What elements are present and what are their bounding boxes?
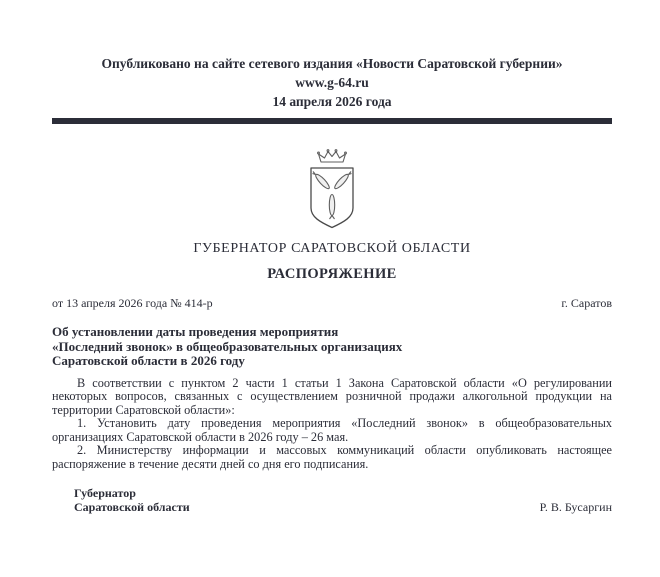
publication-date: 14 апреля 2026 года <box>272 94 392 109</box>
body-paragraph-item-1: 1. Установить дату проведения мероприятия «Последний звонок» в общеобразовательных организациях Саратовской области в 2026 году – 26 мая. <box>52 416 612 444</box>
date-number-row <box>52 296 612 310</box>
subject-line: Саратовской области в 2026 году <box>52 353 245 368</box>
signatory-position-line: Саратовской области <box>74 499 190 514</box>
signatory-position <box>52 486 190 514</box>
document-date-number: от 13 апреля 2026 года № 414-р <box>52 296 213 310</box>
subject-line: «Последний звонок» в общеобразовательных организациях <box>52 338 403 354</box>
saratov-coat-of-arms-icon <box>301 149 363 231</box>
emblem-container <box>52 149 612 231</box>
signatory-position-line: Губернатор <box>74 485 136 500</box>
signatory-name: Р. В. Бусаргин <box>539 499 612 514</box>
document-subject <box>52 325 612 369</box>
document-type-title: РАСПОРЯЖЕНИЕ <box>267 266 397 282</box>
publication-site-url: www.g-64.ru <box>295 75 369 90</box>
subject-line: Об установлении даты проведения мероприятия <box>52 324 339 339</box>
document-body <box>52 377 612 472</box>
issuing-authority-title: ГУБЕРНАТОР САРАТОВСКОЙ ОБЛАСТИ <box>193 241 471 256</box>
body-paragraph-item-2: 2. Министерству информации и массовых коммуникаций области опубликовать настоящее распоряжение в течение десяти дней со дня его подписания. <box>52 443 612 472</box>
signature-block <box>52 486 612 514</box>
publication-source-line: Опубликовано на сайте сетевого издания «Новости Саратовской губернии» <box>101 56 563 71</box>
body-paragraph-preamble: В соответствии с пунктом 2 части 1 статьи 1 Закона Саратовской области «О регулировании некоторых вопросов, связанных с осуществлением розничной продажи алкогольной продукции на территории Саратовской области»: <box>52 375 612 417</box>
document-place: г. Саратов <box>561 296 612 310</box>
header-divider-rule <box>52 118 612 124</box>
publication-header <box>52 54 612 111</box>
